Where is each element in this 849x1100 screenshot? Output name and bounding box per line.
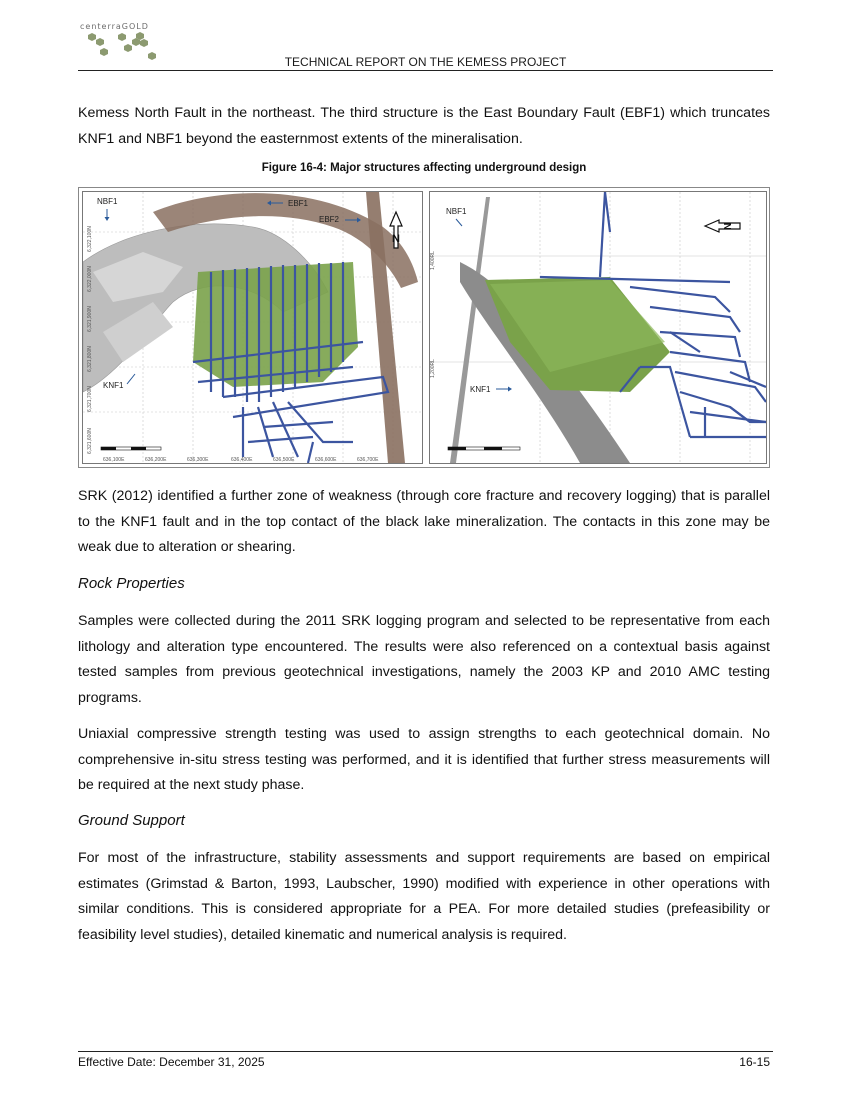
figure-section-view (429, 191, 767, 464)
label-nbf1-section: NBF1 (446, 207, 467, 216)
svg-text:636,400E: 636,400E (231, 457, 253, 463)
svg-text:N: N (723, 222, 734, 230)
figure-plan-view (82, 191, 423, 464)
label-knf1: KNF1 (103, 381, 124, 390)
svg-text:6,322,100N: 6,322,100N (87, 226, 93, 252)
footer-divider (78, 1051, 773, 1052)
svg-text:636,200E: 636,200E (145, 457, 167, 463)
svg-text:636,100E: 636,100E (103, 457, 125, 463)
label-nbf1: NBF1 (97, 197, 118, 206)
paragraph-weakness-zone: SRK (2012) identified a further zone of weakness (through core fracture and recovery logging) that is parallel to the KNF1 fault and in the top contact of the black lake mineralization. The contacts in this zone may be weak due to alteration or shearing. (78, 488, 770, 555)
header-divider (78, 70, 773, 71)
north-arrow-icon (705, 220, 740, 232)
svg-text:6,321,800N: 6,321,800N (87, 346, 93, 372)
figure-caption: Figure 16-4: Major structures affecting underground design (261, 162, 587, 174)
svg-text:6,321,700N: 6,321,700N (87, 386, 93, 412)
paragraph-samples: Samples were collected during the 2011 SRK logging program and selected to be representative from each lithology and alteration type encountered. The results were also referenced on a contextual basis against tested samples from previous geotechnical investigations, namely the 2003 KP and 2010 AMC testing programs. (78, 613, 770, 706)
label-ebf1: EBF1 (288, 199, 309, 208)
heading-ground-support: Ground Support (78, 812, 185, 829)
effective-date: Effective Date: December 31, 2025 (78, 1055, 265, 1069)
scale-bar (101, 447, 161, 450)
paragraph-ground-support: For most of the infrastructure, stability assessments and support requirements are based on empirical estimates (Grimstad & Barton, 1993, Laubscher, 1990) modified with experience in other operations with similar conditions. This is considered appropriate for a PEA. For more detailed studies (prefeasibility or feasibility level studies), detailed kinematic and numerical analysis is required. (78, 850, 770, 943)
svg-text:636,600E: 636,600E (315, 457, 337, 463)
label-ebf2: EBF2 (319, 215, 340, 224)
svg-text:636,500E: 636,500E (273, 457, 295, 463)
logo-wordmark: centerraGOLD (80, 22, 149, 31)
scale-bar (448, 447, 520, 450)
svg-text:6,321,600N: 6,321,600N (87, 428, 93, 454)
report-title: TECHNICAL REPORT ON THE KEMESS PROJECT (284, 55, 567, 69)
svg-text:6,321,900N: 6,321,900N (87, 306, 93, 332)
svg-text:636,700E: 636,700E (357, 457, 379, 463)
paragraph-faults: Kemess North Fault in the northeast. The third structure is the East Boundary Fault (EBF1) which truncates KNF1 and NBF1 beyond the easternmost extents of the mineralisation. (78, 105, 770, 147)
heading-rock-properties: Rock Properties (78, 575, 185, 592)
svg-text:N: N (392, 233, 400, 245)
label-knf1-section: KNF1 (470, 385, 491, 394)
svg-text:1,400RL: 1,400RL (430, 251, 436, 270)
svg-text:636,300E: 636,300E (187, 457, 209, 463)
svg-text:6,322,000N: 6,322,000N (87, 266, 93, 292)
figure-major-structures (78, 187, 770, 468)
svg-text:1,200RL: 1,200RL (430, 359, 436, 378)
page-number: 16-15 (739, 1055, 770, 1069)
north-arrow-icon (390, 212, 402, 248)
paragraph-ucs-testing: Uniaxial compressive strength testing was used to assign strengths to each geotechnical domain. No comprehensive in-situ stress testing was performed, and it is identified that further stress measurements will be required at the next study phase. (78, 726, 770, 793)
